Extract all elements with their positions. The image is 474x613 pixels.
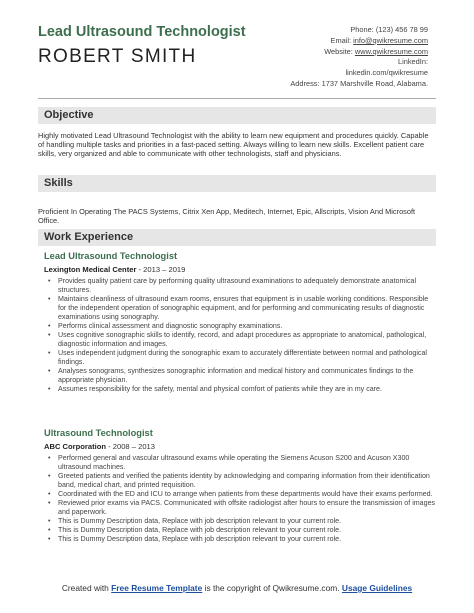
address-label: Address:: [290, 78, 320, 88]
footer-copyright: [38, 583, 436, 593]
free-resume-template-link[interactable]: Free Resume Template: [111, 583, 203, 593]
list-item: • Assumes responsibility for the safety, mental and physical comfort of patients while they are in my care.: [44, 385, 436, 394]
usage-guidelines-link[interactable]: Usage Guidelines: [341, 583, 413, 593]
job-2-dates: - 2008 – 2013: [106, 442, 155, 451]
list-item: • Uses independent judgment during the sonographic exam to accurately differentiate between normal and pathological findings.: [44, 349, 436, 367]
list-item: • Greeted patients and verified the patients identity by acknowledging and comparing information from their identification band, medical chart, and printed requisition.: [44, 472, 436, 490]
skills-section-header: [38, 175, 436, 192]
contact-phone: [218, 25, 428, 36]
skills-heading: Skills: [44, 177, 73, 189]
job-1-company: Lexington Medical Center: [44, 265, 137, 274]
job-2-bullets: [44, 454, 436, 544]
phone-value: (123) 456 78 99: [375, 25, 428, 34]
email-label: Email:: [330, 35, 352, 45]
job-2-company-line: [44, 442, 155, 451]
footer-pre: Created with: [61, 583, 112, 593]
list-item: • Coordinated with the ED and ICU to arrange when patients from these departments would have their exams performed.: [44, 490, 436, 499]
address-value: 1737 Marshville Road, Alabama.: [321, 78, 428, 88]
contact-address: [218, 79, 428, 90]
job-1-dates: - 2013 – 2019: [136, 265, 186, 274]
website-label: Website:: [324, 46, 353, 56]
skills-text: Proficient In Operating The PACS Systems, Citrix Xen App, Meditech, Internet, Epic, Allscripts, Vision And Microsoft Office.: [38, 207, 416, 226]
email-link[interactable]: info@qwikresume.com: [353, 35, 428, 45]
list-item: • This is Dummy Description data, Replace with job description relevant to your current role.: [44, 517, 436, 526]
list-item: • Analyses sonograms, synthesizes sonographic information and medical history and communicates findings to the appropriate physician.: [44, 367, 436, 385]
job-2-company: ABC Corporation: [44, 442, 107, 451]
objective-text: Highly motivated Lead Ultrasound Technologist with the ability to learn new equipment and procedures quickly. Capable of handling multiple tasks and priorities in a fast-paced setting. Always willing to learn new skills. Excellent patient care skills, very organized and able to communicate with other technologists, staff and physicians.: [38, 131, 429, 159]
contact-block: [218, 25, 428, 90]
job-1-bullets: [44, 277, 436, 394]
job-2-title: Ultrasound Technologist: [44, 428, 153, 438]
list-item: • Performs clinical assessment and diagnostic sonography examinations.: [44, 322, 436, 331]
candidate-name: ROBERT SMITH: [38, 46, 197, 67]
contact-linkedin-value: linkedin.com/qwikresume: [345, 68, 428, 78]
list-item: • Performed general and vascular ultrasound exams while operating the Siemens Acuson S200 and Acuson X300 ultrasound machines.: [44, 454, 436, 472]
job-1-company-line: [44, 265, 185, 274]
contact-website: [218, 47, 428, 58]
list-item: • Maintains cleanliness of ultrasound exam rooms, ensures that equipment is in usable working conditions. Responsible for the independent operation of sonographic equipment, and for performing and communicating results of diagnostic examinations using sonography.: [44, 295, 436, 322]
phone-label: Phone:: [350, 25, 374, 34]
list-item: • This is Dummy Description data, Replace with job description relevant to your current role.: [44, 535, 436, 544]
list-item: • This is Dummy Description data, Replace with job description relevant to your current role.: [44, 526, 436, 535]
website-link[interactable]: www.qwikresume.com: [354, 46, 428, 56]
list-item: • Reviewed prior exams via PACS. Communicated with offsite radiologist after hours to ensure the transmission of images and paperwork.: [44, 499, 436, 517]
contact-linkedin-label: LinkedIn:: [398, 57, 428, 67]
footer-mid: is the copyright of Qwikresume.com.: [202, 583, 342, 593]
experience-section-header: [38, 229, 436, 246]
objective-heading: Objective: [44, 109, 94, 121]
contact-email: [218, 36, 428, 47]
list-item: • Provides quality patient care by performing quality ultrasound examinations to adequately demonstrate anatomical structures.: [44, 277, 436, 295]
experience-heading: Work Experience: [44, 231, 134, 243]
list-item: • Uses cognitive sonographic skills to identify, record, and adapt procedures as appropriate to anatomical, pathological, diagnostic information and images.: [44, 331, 436, 349]
job-title-heading: Lead Ultrasound Technologist: [38, 24, 246, 40]
objective-section-header: [38, 107, 436, 124]
header-divider: [38, 98, 436, 99]
job-1-title: Lead Ultrasound Technologist: [44, 251, 178, 261]
